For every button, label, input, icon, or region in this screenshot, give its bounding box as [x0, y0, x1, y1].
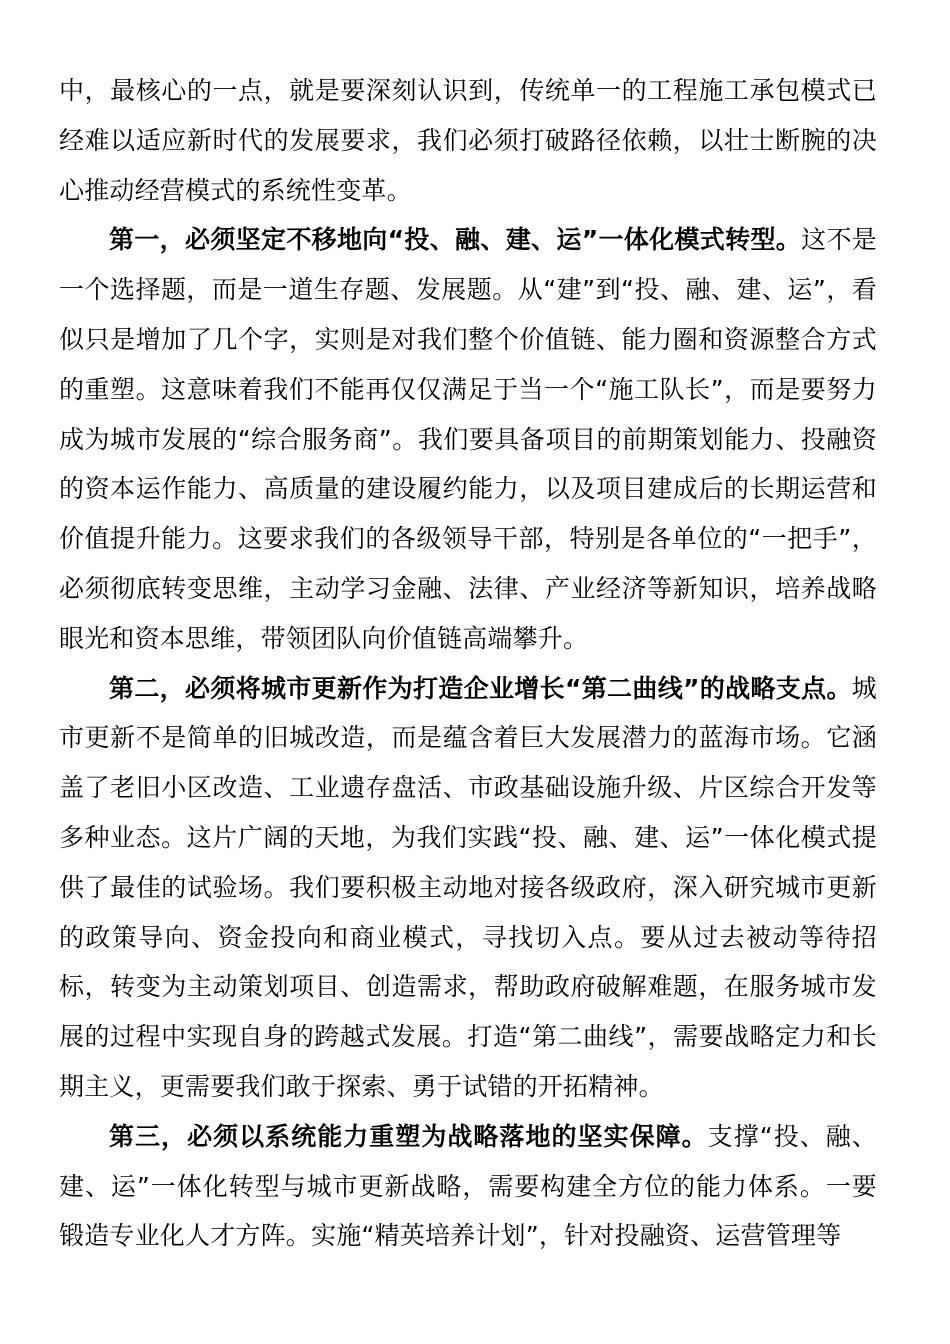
paragraph-body: 城市更新不是简单的旧城改造，而是蕴含着巨大发展潜力的蓝海市场。它涵盖了老旧小区改造、工业遗存盘活、市政基础设施升级、片区综合开发等多种业态。这片广阔的天地，为我们实践“投、融、建、运”一体化模式提供了最佳的试验场。我们要积极主动地对接各级政府，深入研究城市更新的政策导向、资金投向和商业模式，寻找切入点。要从过去被动等待招标，转变为主动策划项目、创造需求，帮助政府破解难题，在服务城市发展的过程中实现自身的跨越式发展。打造“第二曲线”，需要战略定力和长期主义，更需要我们敢于探索、勇于试错的开拓精神。	[59, 673, 877, 1101]
paragraph-heading: 第二，必须将城市更新作为打造企业增长“第二曲线”的战略支点。	[109, 673, 852, 703]
paragraph-heading: 第一，必须坚定不移地向“投、融、建、运”一体化模式转型。	[109, 225, 802, 255]
paragraph-second-point	[59, 664, 877, 1112]
paragraph-first-point	[59, 215, 877, 663]
paragraph-third-point	[59, 1112, 877, 1261]
paragraph-continuation	[59, 66, 877, 215]
paragraph-body: 这不是一个选择题，而是一道生存题、发展题。从“建”到“投、融、建、运”，看似只是增加了几个字，实则是对我们整个价值链、能力圈和资源整合方式的重塑。这意味着我们不能再仅仅满足于当一个“施工队长”，而是要努力成为城市发展的“综合服务商”。我们要具备项目的前期策划能力、投融资的资本运作能力、高质量的建设履约能力，以及项目建成后的长期运营和价值提升能力。这要求我们的各级领导干部，特别是各单位的“一把手”，必须彻底转变思维，主动学习金融、法律、产业经济等新知识，培养战略眼光和资本思维，带领团队向价值链高端攀升。	[59, 225, 877, 653]
paragraph-body: 中，最核心的一点，就是要深刻认识到，传统单一的工程施工承包模式已经难以适应新时代的发展要求，我们必须打破路径依赖，以壮士断腕的决心推动经营模式的系统性变革。	[59, 76, 877, 205]
paragraph-heading: 第三，必须以系统能力重塑为战略落地的坚实保障。	[109, 1121, 708, 1151]
document-page	[59, 66, 877, 1261]
paragraph-body: 支撑“投、融、建、运”一体化转型与城市更新战略，需要构建全方位的能力体系。一要锻造专业化人才方阵。实施“精英培养计划”，针对投融资、运营管理等	[59, 1121, 877, 1251]
